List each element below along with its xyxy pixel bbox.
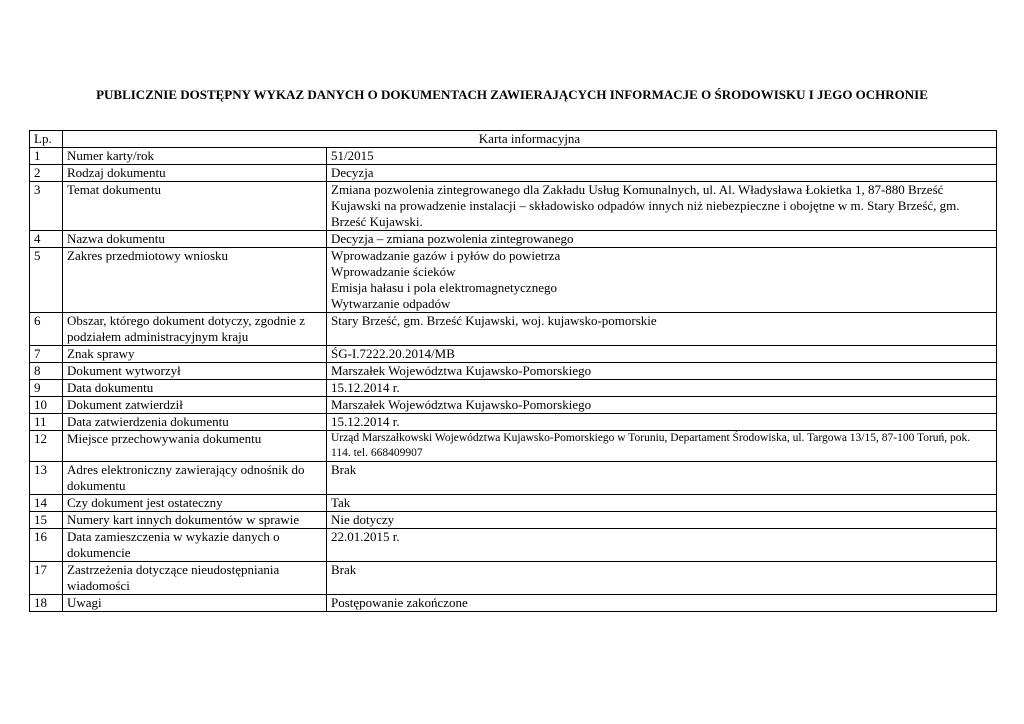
scope-item: Wprowadzanie gazów i pyłów do powietrza [331, 248, 561, 263]
table-row [30, 313, 997, 346]
scope-item: Emisja hałasu i pola elektromagnetycznego [331, 280, 557, 295]
row-number: 12 [30, 431, 63, 462]
table-row [30, 397, 997, 414]
row-value: Tak [327, 495, 997, 512]
table-row [30, 595, 997, 612]
table-row [30, 231, 997, 248]
row-value: 15.12.2014 r. [327, 380, 997, 397]
row-number: 18 [30, 595, 63, 612]
row-number: 11 [30, 414, 63, 431]
row-value: Stary Brześć, gm. Brześć Kujawski, woj. kujawsko-pomorskie [327, 313, 997, 346]
row-field: Numery kart innych dokumentów w sprawie [63, 512, 327, 529]
row-field: Adres elektroniczny zawierający odnośnik do dokumentu [63, 462, 327, 495]
row-value: Zmiana pozwolenia zintegrowanego dla Zakładu Usług Komunalnych, ul. Al. Władysława Łokietka 1, 87-880 Brześć Kujawski na prowadzenie instalacji – składowisko odpadów innych niż niebezpieczne i obojętne w m. Stary Brześć, gm. Brześć Kujawski. [327, 182, 997, 231]
row-number: 13 [30, 462, 63, 495]
row-value: 51/2015 [327, 148, 997, 165]
table-row [30, 495, 997, 512]
scope-item: Wprowadzanie ścieków [331, 264, 456, 279]
row-field: Miejsce przechowywania dokumentu [63, 431, 327, 462]
table-row [30, 431, 997, 462]
row-number: 10 [30, 397, 63, 414]
row-value: ŚG-I.7222.20.2014/MB [327, 346, 997, 363]
row-number: 2 [30, 165, 63, 182]
row-number: 4 [30, 231, 63, 248]
table-row [30, 462, 997, 495]
row-value: Marszałek Województwa Kujawsko-Pomorskiego [327, 397, 997, 414]
row-number: 15 [30, 512, 63, 529]
page-title: PUBLICZNIE DOSTĘPNY WYKAZ DANYCH O DOKUMENTACH ZAWIERAJĄCYCH INFORMACJE O ŚRODOWISKU I JEGO OCHRONIE [96, 87, 928, 102]
table-header-row [30, 131, 997, 148]
table-row [30, 182, 997, 231]
row-field: Temat dokumentu [63, 182, 327, 231]
row-number: 17 [30, 562, 63, 595]
row-number: 14 [30, 495, 63, 512]
table-row [30, 248, 997, 313]
info-card-table [29, 130, 997, 612]
header-card-title: Karta informacyjna [63, 131, 997, 148]
table-row [30, 346, 997, 363]
row-field: Data zatwierdzenia dokumentu [63, 414, 327, 431]
row-value: 22.01.2015 r. [327, 529, 997, 562]
row-value: Decyzja [327, 165, 997, 182]
table-row [30, 414, 997, 431]
row-field: Zakres przedmiotowy wniosku [63, 248, 327, 313]
row-number: 8 [30, 363, 63, 380]
row-number: 6 [30, 313, 63, 346]
row-value: Urząd Marszałkowski Województwa Kujawsko-Pomorskiego w Toruniu, Departament Środowiska, ul. Targowa 13/15, 87-100 Toruń, pok. 114. tel. 668409907 [327, 431, 997, 462]
row-value: Postępowanie zakończone [327, 595, 997, 612]
row-value: 15.12.2014 r. [327, 414, 997, 431]
header-lp: Lp. [30, 131, 63, 148]
row-field: Data dokumentu [63, 380, 327, 397]
row-field: Dokument wytworzył [63, 363, 327, 380]
row-field: Uwagi [63, 595, 327, 612]
row-field: Rodzaj dokumentu [63, 165, 327, 182]
row-field: Data zamieszczenia w wykazie danych o dokumencie [63, 529, 327, 562]
scope-item: Wytwarzanie odpadów [331, 296, 451, 311]
row-value: Nie dotyczy [327, 512, 997, 529]
row-value: Brak [327, 462, 997, 495]
row-value: Marszałek Województwa Kujawsko-Pomorskiego [327, 363, 997, 380]
row-field: Dokument zatwierdził [63, 397, 327, 414]
table-row [30, 148, 997, 165]
table-row [30, 380, 997, 397]
row-number: 5 [30, 248, 63, 313]
row-field: Numer karty/rok [63, 148, 327, 165]
row-number: 16 [30, 529, 63, 562]
row-value: Brak [327, 562, 997, 595]
row-field: Czy dokument jest ostateczny [63, 495, 327, 512]
table-row [30, 512, 997, 529]
row-value-list [327, 248, 997, 313]
table-row [30, 363, 997, 380]
row-field: Nazwa dokumentu [63, 231, 327, 248]
row-number: 7 [30, 346, 63, 363]
row-number: 9 [30, 380, 63, 397]
table-row [30, 562, 997, 595]
row-number: 3 [30, 182, 63, 231]
row-number: 1 [30, 148, 63, 165]
row-field: Znak sprawy [63, 346, 327, 363]
row-value: Decyzja – zmiana pozwolenia zintegrowanego [327, 231, 997, 248]
table-row [30, 165, 997, 182]
row-field: Zastrzeżenia dotyczące nieudostępniania wiadomości [63, 562, 327, 595]
row-field: Obszar, którego dokument dotyczy, zgodnie z podziałem administracyjnym kraju [63, 313, 327, 346]
table-row [30, 529, 997, 562]
